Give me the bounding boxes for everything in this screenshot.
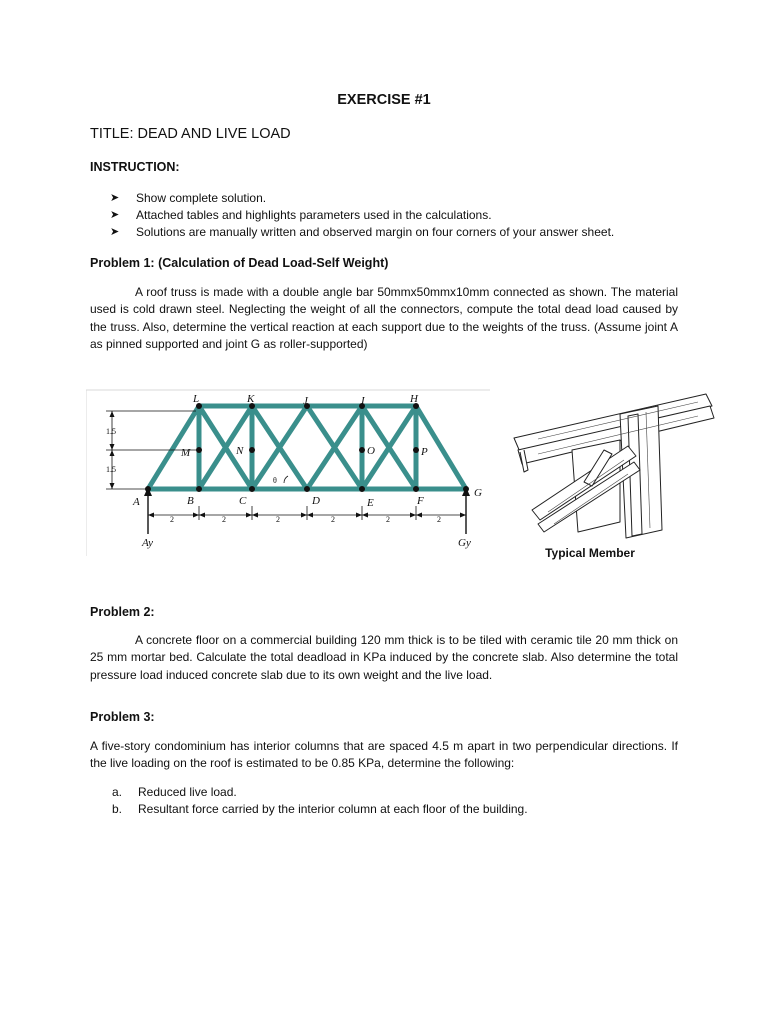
label-H: H bbox=[410, 393, 418, 405]
reaction-labels bbox=[141, 537, 471, 549]
joint-F bbox=[413, 486, 419, 492]
label-K: K bbox=[247, 393, 255, 405]
instruction-item: ➤ Attached tables and highlights parameters used in the calculations. bbox=[110, 208, 492, 222]
instruction-heading: INSTRUCTION: bbox=[90, 160, 180, 174]
joint-N bbox=[249, 447, 255, 453]
span-label: 2 bbox=[170, 515, 174, 524]
span-label: 2 bbox=[222, 515, 226, 524]
joint-E bbox=[359, 486, 365, 492]
instruction-list bbox=[110, 190, 614, 241]
problem2-text: A concrete floor on a commercial building 120 mm thick is to be tiled with ceramic tile 20 mm thick on 25 mm mortar bed. Calculate the total deadload in KPa induced by the concrete slab. Also determine the total pressure load induced concrete slab due to its own weight and the live load. bbox=[90, 633, 678, 682]
typical-member-drawing bbox=[508, 392, 720, 542]
label-J: J bbox=[303, 395, 308, 407]
angle-label: θ bbox=[273, 476, 277, 485]
left-rafter bbox=[148, 406, 199, 489]
span-label: 2 bbox=[437, 515, 441, 524]
label-B: B bbox=[187, 495, 194, 507]
label-P: P bbox=[421, 446, 428, 458]
reaction-label-Ay: Ay bbox=[142, 537, 153, 549]
label-G: G bbox=[474, 487, 482, 499]
label-D: D bbox=[312, 495, 320, 507]
list-item: a. Reduced live load. bbox=[112, 785, 237, 799]
joint-P bbox=[413, 447, 419, 453]
arrow-bullet-icon: ➤ bbox=[110, 192, 120, 204]
label-E: E bbox=[367, 497, 374, 509]
angle-marker bbox=[273, 476, 288, 485]
span-labels bbox=[170, 515, 441, 524]
label-N: N bbox=[236, 445, 244, 457]
joint-O bbox=[359, 447, 365, 453]
problem3-text: A five-story condominium has interior columns that are spaced 4.5 m apart in two perpendicular directions. If the live loading on the roof is estimated to be 0.85 KPa, determine the following: bbox=[90, 739, 678, 771]
span-label: 2 bbox=[331, 515, 335, 524]
problem2-heading: Problem 2: bbox=[90, 605, 155, 619]
joint-M bbox=[196, 447, 202, 453]
height-dimensions bbox=[106, 411, 196, 489]
joint-D bbox=[304, 486, 310, 492]
problem3-list bbox=[112, 784, 528, 818]
angle-arc bbox=[284, 476, 288, 483]
document-title: TITLE: DEAD AND LIVE LOAD bbox=[90, 126, 291, 142]
height-label-lower: 1.5 bbox=[106, 465, 116, 474]
list-item: b. Resultant force carried by the interior column at each floor of the building. bbox=[112, 802, 528, 816]
label-L: L bbox=[193, 393, 200, 405]
height-labels bbox=[106, 427, 116, 474]
arrow-bullet-icon: ➤ bbox=[110, 209, 120, 221]
exercise-title: EXERCISE #1 bbox=[337, 92, 431, 108]
label-I: I bbox=[361, 395, 365, 407]
problem3-heading: Problem 3: bbox=[90, 710, 155, 724]
joint-B bbox=[196, 486, 202, 492]
reaction-label-Gy: Gy bbox=[458, 537, 471, 549]
label-F: F bbox=[417, 495, 424, 507]
joint-C bbox=[249, 486, 255, 492]
span-label: 2 bbox=[386, 515, 390, 524]
label-O: O bbox=[367, 445, 375, 457]
instruction-item: ➤ Solutions are manually written and observed margin on four corners of your answer sheet. bbox=[110, 225, 615, 239]
span-label: 2 bbox=[276, 515, 280, 524]
truss-diagram bbox=[86, 388, 490, 558]
label-M: M bbox=[181, 447, 191, 459]
label-A: A bbox=[133, 496, 140, 508]
span-dimensions bbox=[148, 506, 466, 520]
arrow-bullet-icon: ➤ bbox=[110, 226, 120, 238]
typical-member-caption: Typical Member bbox=[545, 546, 635, 560]
truss-members bbox=[148, 406, 466, 489]
instruction-item: ➤ Show complete solution. bbox=[110, 191, 267, 205]
problem1-text: A roof truss is made with a double angle bar 50mmx50mmx10mm connected as shown. The material used is cold drawn steel. Neglecting the weight of all the connectors, compute the total dead load caused by the truss. Also, determine the vertical reaction at each support due to the weights of the truss. (Assume joint A as pinned supported and joint G as roller-supported) bbox=[90, 285, 678, 352]
problem1-heading: Problem 1: (Calculation of Dead Load-Self Weight) bbox=[90, 256, 389, 270]
height-label-upper: 1.5 bbox=[106, 427, 116, 436]
label-C: C bbox=[239, 495, 247, 507]
